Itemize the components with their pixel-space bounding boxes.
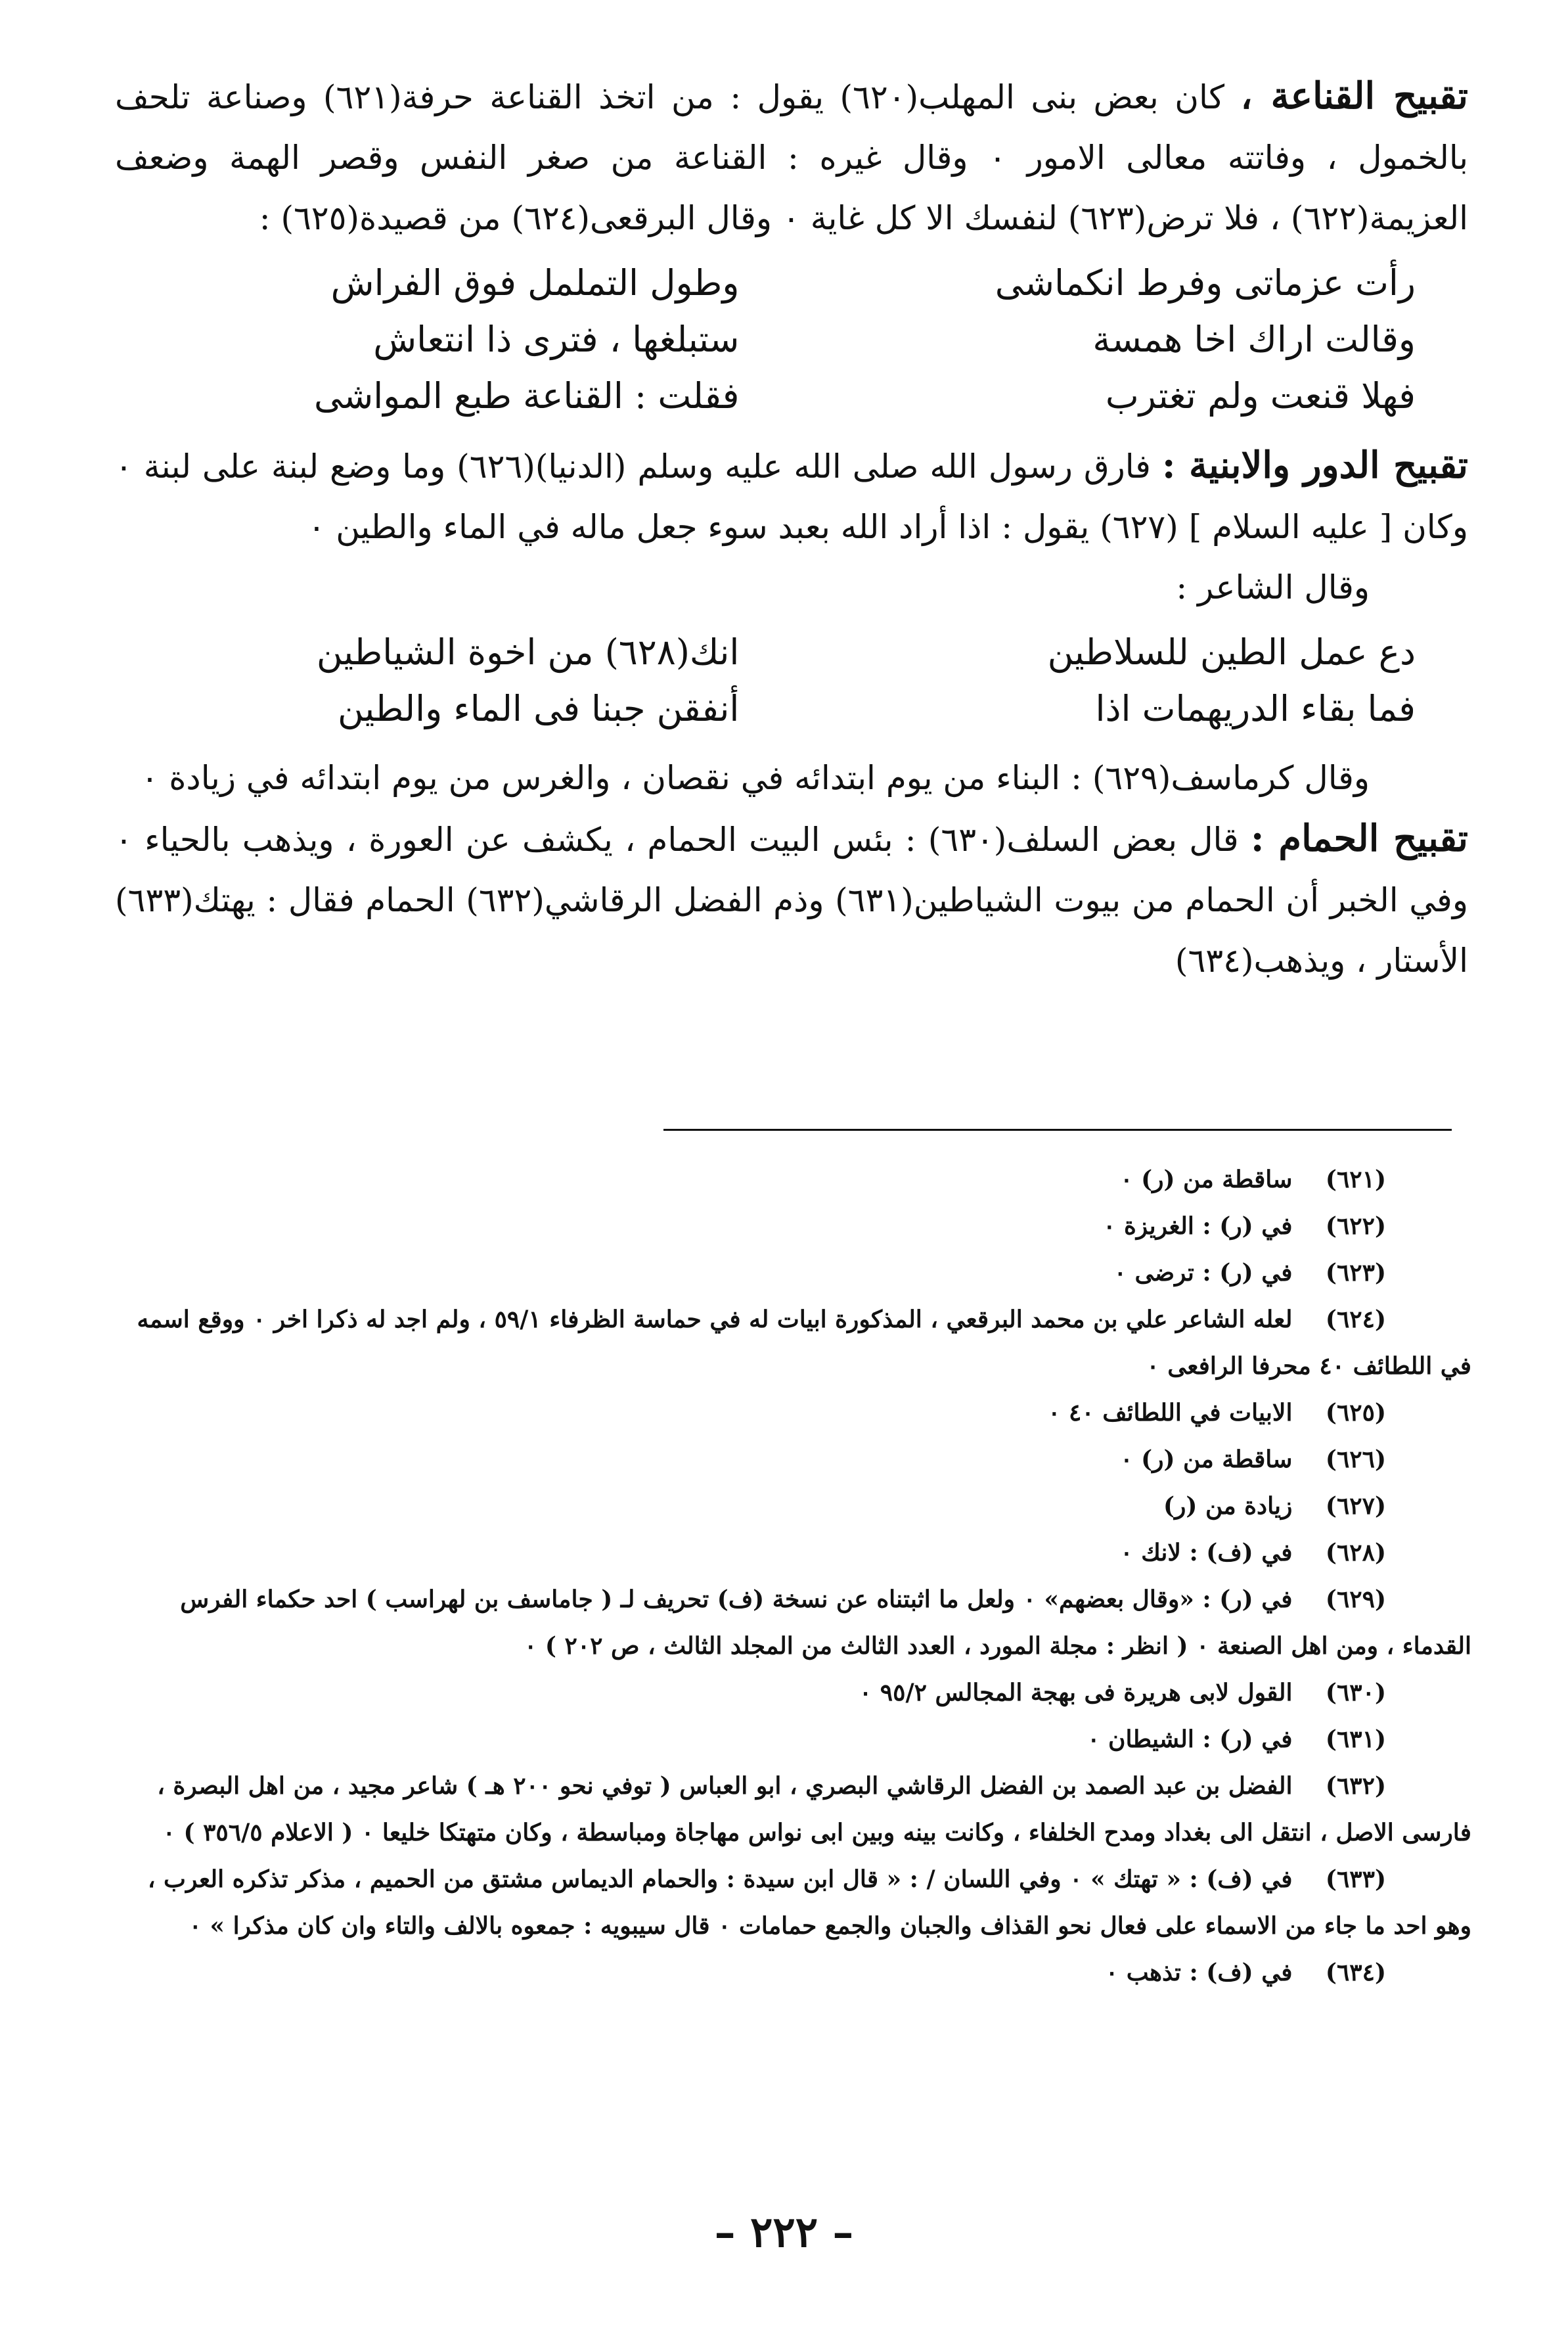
footnote-text: في (ف) : لانك ٠ xyxy=(1120,1539,1293,1566)
footnote-number: (٦٣٠) xyxy=(1325,1679,1386,1706)
footnote-text: في (ر) : ترضى ٠ xyxy=(1113,1259,1293,1287)
footnote-number: (٦٢٥) xyxy=(1325,1399,1386,1426)
footnote-text: ساقطة من (ر) ٠ xyxy=(1120,1446,1293,1473)
footnote-text: القول لابى هريرة فى بهجة المجالس ٩٥/٢ ٠ xyxy=(859,1679,1293,1706)
paragraph-buildings xyxy=(115,435,1468,557)
footnotes xyxy=(118,1156,1471,1996)
section-heading-bathhouse: تقبيح الحمام : xyxy=(1250,817,1468,860)
paragraph-text: كان بعض بنى المهلب(٦٢٠) يقول : من اتخذ القناعة حرفة(٦٢١) وصناعة تلحف بالخمول ، وفاتته معالى الامور ٠ وقال غيره : القناعة من صغر النفس وقصر الهمة وضعف العزيمة(٦٢٢) ، فلا ترض(٦٢٣) لنفسك الا كل غاية ٠ وقال البرقعى(٦٢٤) من قصيدة(٦٢٥) : xyxy=(115,78,1468,237)
footnote-number: (٦٢١) xyxy=(1325,1166,1386,1193)
footnote-number: (٦٣٤) xyxy=(1325,1959,1386,1986)
verse-second-hemistich: أنفقن جبنا فى الماء والطين xyxy=(337,688,740,729)
footnote xyxy=(118,1436,1471,1483)
verse-line xyxy=(115,255,1416,311)
verse-line xyxy=(115,681,1416,737)
footnote-text: لعله الشاعر علي بن محمد البرقعي ، المذكورة ابيات له في حماسة الظرفاء ٥٩/١ ، ولم اجد له ذكرا اخر ٠ ووقع اسمه في اللطائف ٤٠ محرفا الرافعى ٠ xyxy=(137,1306,1471,1380)
footnote xyxy=(118,1763,1471,1856)
paragraph-text: فارق رسول الله صلى الله عليه وسلم (الدنيا)(٦٢٦) وما وضع لبنة على لبنة ٠ وكان [ عليه السلام ] (٦٢٧) يقول : اذا أراد الله بعبد سوء جعل ماله في الماء والطين ٠ xyxy=(115,447,1468,546)
footnote xyxy=(118,1390,1471,1436)
verse-first-hemistich: وقالت اراك اخا همسة xyxy=(1092,319,1416,360)
footnote-text: في (ر) : الغريزة ٠ xyxy=(1103,1212,1293,1240)
poem-clay xyxy=(115,624,1468,737)
footnote-number: (٦٣٢) xyxy=(1325,1772,1386,1800)
footnote-number: (٦٢٩) xyxy=(1325,1586,1386,1613)
verse-second-hemistich: وطول التململ فوق الفراش xyxy=(330,262,740,304)
verse-first-hemistich: رأت عزماتى وفرط انكماشى xyxy=(995,262,1416,304)
footnote-number: (٦٣١) xyxy=(1325,1725,1386,1753)
paragraph-bathhouse xyxy=(115,808,1468,991)
footnote xyxy=(118,1203,1471,1250)
footnote-text: في (ف) : « تهتك » ٠ وفي اللسان / : « قال ابن سيدة : والحمام الديماس مشتق من الحميم ، مذكر تذكره العرب ، وهو احد ما جاء من الاسماء على فعال نحو القذاف والجبان والجمع حمامات ٠ قال سيبويه : جمعوه بالالف والتاء وان كان مذكرا » ٠ xyxy=(147,1865,1471,1940)
poem-barqai xyxy=(115,255,1468,424)
verse-first-hemistich: دع عمل الطين للسلاطين xyxy=(1047,631,1416,673)
footnote-number: (٦٢٤) xyxy=(1325,1306,1386,1333)
footnote-text: الفضل بن عبد الصمد بن الفضل الرقاشي البصري ، ابو العباس ( توفي نحو ٢٠٠ هـ ) شاعر مجيد ، من اهل البصرة ، فارسى الاصل ، انتقل الى بغداد ومدح الخلفاء ، وكانت بينه وبين ابى نواس مهاجاة ومباسطة ، وكان متهتكا خليعا ٠ ( الاعلام ٣٥٦/٥ ) ٠ xyxy=(157,1772,1471,1846)
footnote xyxy=(118,1530,1471,1576)
footnote-number: (٦٢٢) xyxy=(1325,1212,1386,1240)
verse-first-hemistich: فما بقاء الدريهمات اذا xyxy=(1095,688,1416,729)
footnote-text: ساقطة من (ر) ٠ xyxy=(1120,1166,1293,1193)
section-heading-contentment: تقبيح القناعة ، xyxy=(1240,74,1468,118)
footnote xyxy=(118,1950,1471,1996)
footnote-text: في (ر) : «وقال بعضهم» ٠ ولعل ما اثبتناه عن نسخة (ف) تحريف لـ ( جاماسف بن لهراسب ) احد حكماء الفرس القدماء ، ومن اهل الصنعة ٠ ( انظر : مجلة المورد ، العدد الثالث من المجلد الثالث ، ص ٢٠٢ ) ٠ xyxy=(180,1586,1471,1660)
main-text xyxy=(115,66,1468,991)
verse-first-hemistich: فهلا قنعت ولم تغترب xyxy=(1105,375,1416,417)
verse-second-hemistich: ستبلغها ، فترى ذا انتعاش xyxy=(373,319,740,360)
footnote xyxy=(118,1716,1471,1763)
footnote-divider xyxy=(663,1129,1452,1131)
paragraph-karmasif: وقال كرماسف(٦٢٩) : البناء من يوم ابتدائه في نقصان ، والغرس من يوم ابتدائه في زيادة ٠ xyxy=(141,759,1370,797)
footnote xyxy=(118,1856,1471,1950)
section-heading-buildings: تقبيح الدور والابنية : xyxy=(1161,444,1468,487)
verse-line xyxy=(115,368,1416,424)
footnote-number: (٦٣٣) xyxy=(1325,1865,1386,1893)
footnote xyxy=(118,1296,1471,1390)
paragraph-text: قال بعض السلف(٦٣٠) : بئس البيت الحمام ، يكشف عن العورة ، ويذهب بالحياء ٠ وفي الخبر أن الحمام من بيوت الشياطين(٦٣١) وذم الفضل الرقاشي(٦٣٢) الحمام فقال : يهتك(٦٣٣) الأستار ، ويذهب(٦٣٤) xyxy=(115,821,1468,980)
footnote xyxy=(118,1576,1471,1670)
verse-line xyxy=(115,311,1416,368)
footnote xyxy=(118,1483,1471,1530)
footnote-text: الابيات في اللطائف ٤٠ ٠ xyxy=(1048,1399,1293,1426)
verse-line xyxy=(115,624,1416,681)
footnote-text: زيادة من (ر) xyxy=(1163,1492,1293,1520)
verse-second-hemistich: فقلت : القناعة طبع المواشى xyxy=(314,375,740,417)
verse-second-hemistich: انك(٦٢٨) من اخوة الشياطين xyxy=(316,631,740,673)
paragraph-contentment xyxy=(115,66,1468,248)
page-number: – ٢٢٢ – xyxy=(714,2208,854,2257)
poet-intro: وقال الشاعر : xyxy=(1176,568,1370,606)
footnote-text: في (ر) : الشيطان ٠ xyxy=(1087,1725,1293,1753)
footnote xyxy=(118,1250,1471,1296)
footnote-number: (٦٢٧) xyxy=(1325,1492,1386,1520)
footnote xyxy=(118,1670,1471,1716)
footnote-text: في (ف) : تذهب ٠ xyxy=(1105,1959,1293,1986)
footnote-number: (٦٢٨) xyxy=(1325,1539,1386,1566)
footnote-number: (٦٢٣) xyxy=(1325,1259,1386,1287)
footnote-number: (٦٢٦) xyxy=(1325,1446,1386,1473)
footnote xyxy=(118,1156,1471,1203)
